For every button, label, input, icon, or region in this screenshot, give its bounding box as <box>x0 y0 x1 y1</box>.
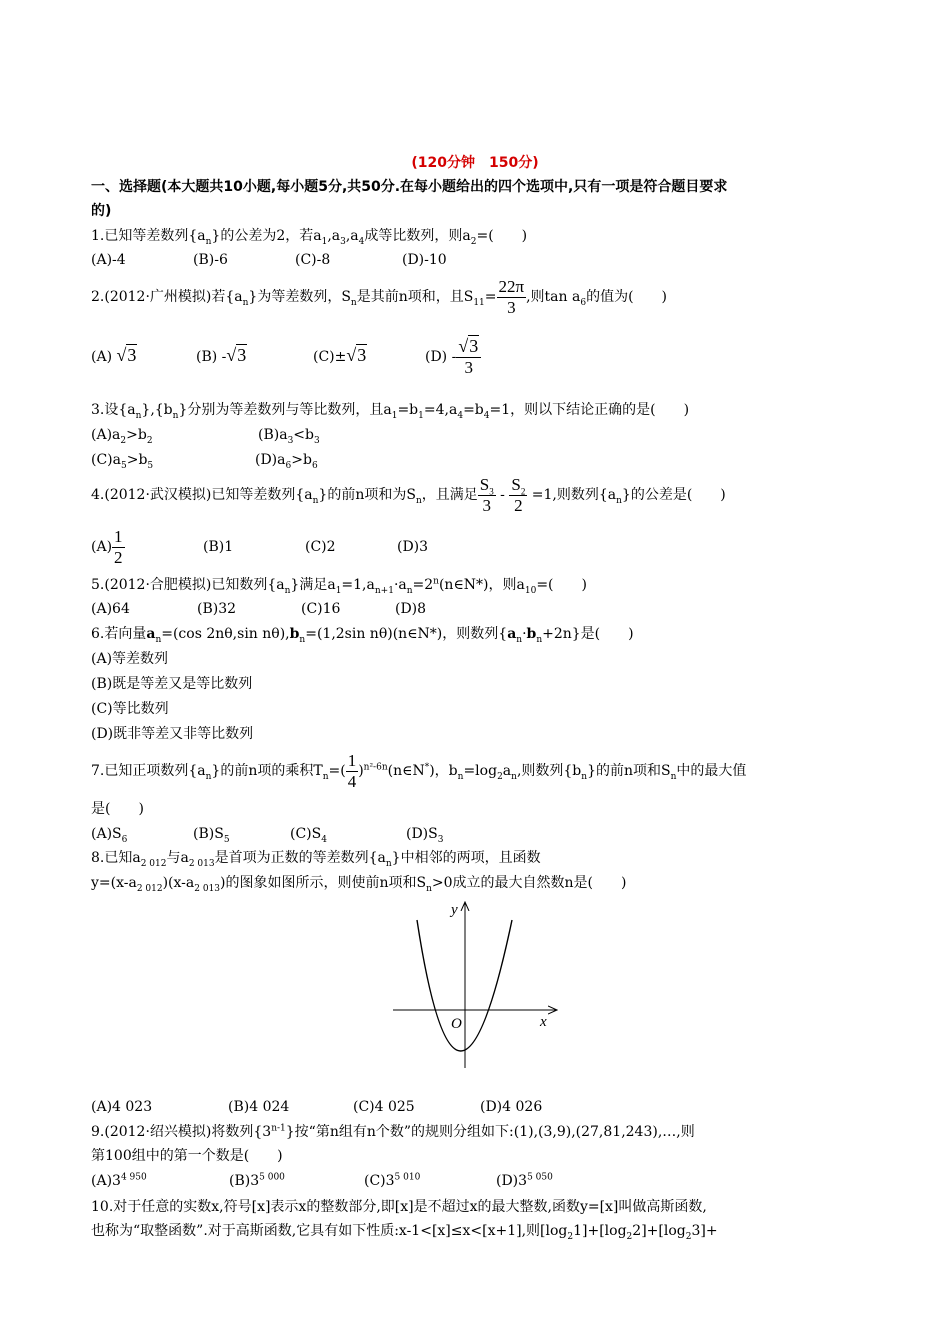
q2-option-d: (D) - $\frac{√3}{3}$ <box>425 336 481 378</box>
question-8-line1: 8.已知$a_{2 012}$与$a_{2 013}$是首项为正数的等差数列$\{a_n\}$中相邻的两项，且函数 <box>91 850 541 869</box>
q4-option-a: (A) $\frac{1}{2}$ <box>91 526 123 567</box>
question-3: 3.设$\{a_n\},\{b_n\}$分别为等差数列与等比数列，且$a_1=b_1=4,a_4=b_4=1$，则以下结论正确的是( ) <box>91 402 690 421</box>
question-5: 5.(2012·合肥模拟)已知数列$\{a_n\}$满足$a_1=1,a_{n+1}\cdot a_n=2^n(n\in N*)$，则$a_{10}=$( ) <box>91 576 587 596</box>
q9-option-b: $(B)3^{5 000}$ <box>229 1172 285 1189</box>
q2-fraction: $\frac{22\pi}{3}$ <box>498 276 525 317</box>
section-heading-line2: 的) <box>91 203 112 219</box>
question-2: 2.(2012·广州模拟)若$\{a_n\}$为等差数列，$S_n$是其前n项和，且$S_{11}=$ $\frac{22\pi}{3}$ ,则$\tan a_6$的值为( ) <box>91 276 668 317</box>
q8-option-c: (C)4 025 <box>353 1099 415 1115</box>
q7-option-a: $(A)S_6$ <box>91 826 128 845</box>
q5-option-a: (A)64 <box>91 601 130 617</box>
question-7: 7.已知正项数列$\{a_n\}$的前n项的乘积$T_n=$( $\frac{1}{4}$ )$^{n^2-6n}$(n∈N*)，$b_n=\log_2a_n$,则数列$\{b_n\}$的前n项和$S_n$中的最大值 <box>91 750 747 791</box>
q2-option-c: (C)±√3 <box>313 345 367 365</box>
question-9-line1: 9.(2012·绍兴模拟)将数列{3$^{n-1}$}按“第n组有n个数”的规则分组如下:(1),(3,9),(27,81,243),…,则 <box>91 1123 695 1140</box>
q5-option-d: (D)8 <box>395 601 427 617</box>
x-axis-label: x <box>540 1014 547 1030</box>
q1-option-d: (D)-10 <box>402 252 447 268</box>
y-axis-label: y <box>451 902 458 918</box>
q7-option-d: $(D)S_3$ <box>406 826 444 845</box>
q6-option-d: (D)既非等差又非等比数列 <box>91 726 254 742</box>
q5-option-b: (B)32 <box>197 601 237 617</box>
q1-option-c: (C)-8 <box>295 252 331 268</box>
question-7-line2: 是( ) <box>91 801 144 817</box>
q5-option-c: (C)16 <box>301 601 341 617</box>
exam-time-score: (120分钟 150分) <box>411 155 539 171</box>
q2-option-b: (B) -√3 <box>196 345 247 365</box>
q9-option-c: $(C)3^{5 010}$ <box>364 1172 421 1189</box>
q4-option-b: (B)1 <box>203 539 234 555</box>
q8-option-a: (A)4 023 <box>91 1099 153 1115</box>
question-6: 6.若向量$a_n=(\cos$ 2nθ,sin $n\theta),b_n=(1,2\sin$ nθ)(n∈N*)，则数列$\{a_n\cdot b_n+2n\}$是( ) <box>91 626 634 645</box>
q7-option-b: $(B)S_5$ <box>193 826 230 845</box>
q6-option-c: (C)等比数列 <box>91 701 169 717</box>
question-9-line2: 第100组中的第一个数是( ) <box>91 1148 283 1164</box>
q1-option-a: (A)-4 <box>91 252 126 268</box>
q8-option-b: (B)4 024 <box>228 1099 290 1115</box>
q3-option-a: $(A)a_2>b_2$ <box>91 427 153 446</box>
section-heading-line1: 一、选择题(本大题共10小题,每小题5分,共50分.在每小题给出的四个选项中,只有一项是符合题目要求 <box>91 179 728 195</box>
q3-option-d: $(D)a_6>b_6$ <box>255 452 318 471</box>
q1-option-b: (B)-6 <box>193 252 228 268</box>
q3-option-b: $(B)a_3<b_3$ <box>258 427 320 446</box>
question-8-line2: $y=(x-a_{2 012})(x-a_{2 013})$的图象如图所示，则使前n项和$S_n>0$成立的最大自然数n是( ) <box>91 875 627 894</box>
origin-label: O <box>451 1016 462 1032</box>
q9-option-a: $(A)3^{4 950}$ <box>91 1172 147 1189</box>
q8-parabola-graph <box>385 896 565 1074</box>
q4-option-d: (D)3 <box>397 539 429 555</box>
q7-option-c: $(C)S_4$ <box>290 826 327 845</box>
question-10-line1: 10.对于任意的实数x,符号[x]表示x的整数部分,即[x]是不超过x的最大整数,函数y=[x]叫做高斯函数, <box>91 1199 707 1215</box>
q6-option-b: (B)既是等差又是等比数列 <box>91 676 253 692</box>
q3-option-c: $(C)a_5>b_5$ <box>91 452 154 471</box>
question-4: 4.(2012·武汉模拟)已知等差数列$\{a_n\}$的前n项和为$S_n$，且满足 $\frac{S_3}{3}$ - $\frac{S_2}{2}$ =1,则数列$\{a_n\}$的公差是( ) <box>91 474 726 515</box>
question-10-line2: 也称为“取整函数”.对于高斯函数,它具有如下性质:x-1<[x]≤x<[x+1],则$[\log_21]+[\log_22]+[\log_23]+$ <box>91 1223 718 1242</box>
question-1: 1.已知等差数列$\{a_n\}$的公差为2，若$a_1,a_3,a_4$成等比数列，则$a_2=$( ) <box>91 228 528 247</box>
q9-option-d: $(D)3^{5 050}$ <box>496 1172 553 1189</box>
q4-option-c: (C)2 <box>305 539 336 555</box>
q2-option-a: (A) √3 <box>91 345 137 365</box>
q8-option-d: (D)4 026 <box>480 1099 543 1115</box>
q6-option-a: (A)等差数列 <box>91 651 169 667</box>
